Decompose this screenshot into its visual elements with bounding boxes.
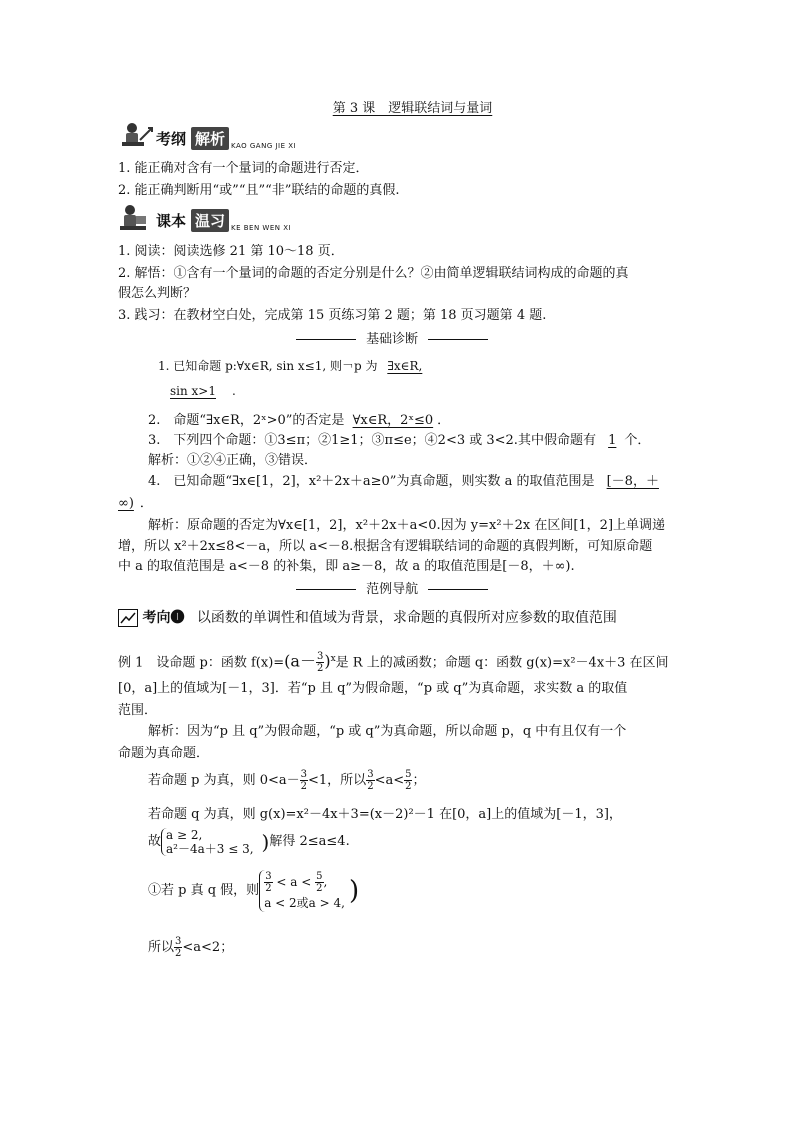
answer-2: ∀x∈R，2ˣ≤0 bbox=[352, 413, 434, 428]
question-4-jiexi-1: 解析：原命题的否定为∀x∈[1，2]，x²＋2x＋a<0.因为 y=x²＋2x 在区间[1，2]上单调递 bbox=[148, 518, 666, 533]
answer-4b: ∞) bbox=[118, 496, 134, 511]
example-1-line2: [0，a]上的值域为[－1，3]．若“p 且 q”为假命题，“p 或 q”为真命题，求实数 a 的取值 bbox=[118, 681, 628, 696]
answer-1a: ∃x∈R, bbox=[387, 359, 423, 373]
kaogang-item-2: 2. 能正确判断用“或”“且”“非”联结的命题的真假. bbox=[118, 183, 400, 198]
question-4-cont: ∞) ． bbox=[118, 496, 153, 511]
kaogang-header bbox=[118, 120, 318, 154]
question-4-jiexi-3: 中 a 的取值范围是 a<－8 的补集，即 a≥－8，故 a 的取值范围是[－8，＋∞). bbox=[118, 559, 575, 574]
conclusion-line: 所以 $\frac{3}{2}$ <a<2； bbox=[148, 936, 234, 959]
jichu-divider bbox=[290, 328, 494, 347]
student-reading-icon bbox=[118, 202, 154, 236]
kaogang-item-1: 1. 能正确对含有一个量词的命题进行否定． bbox=[118, 161, 369, 176]
kaoxiang-text: 以函数的单调性和值域为背景，求命题的真假所对应参数的取值范围 bbox=[196, 610, 617, 626]
kaogang-label-box: 解析 bbox=[191, 127, 229, 150]
keben-label-plain: 课本 bbox=[156, 212, 187, 230]
keben-pinyin: KE BEN WEN XI bbox=[231, 224, 292, 232]
trend-arrow-icon bbox=[118, 609, 138, 627]
example-1-jiexi-1: 解析：因为“p 且 q”为假命题，“p 或 q”为真命题，所以命题 p，q 中有且仅有一个 bbox=[148, 724, 627, 739]
case-1-system: ①若 p 真 q 假，则 $\frac{3}{2}$ < a < $\frac{5}{2}$ , a < 2或a > 4, ) bbox=[148, 871, 360, 910]
kaoxiang-label: 考向❶ bbox=[142, 610, 185, 626]
keben-item-1: 1. 阅读：阅读选修 21 第 10～18 页． bbox=[118, 244, 344, 259]
question-3: 3. 下列四个命题：①3≤π；②1≥1；③π≤e；④2<3 或 3<2.其中假命题有 1 个． bbox=[148, 433, 651, 448]
fanli-divider bbox=[290, 578, 494, 597]
answer-3: 1 bbox=[608, 433, 617, 448]
keben-item-3: 3. 践习：在教材空白处，完成第 15 页练习第 2 题；第 18 页习题第 4 题. bbox=[118, 308, 547, 323]
keben-header bbox=[118, 202, 318, 236]
question-4: 4. 已知命题“∃x∈[1，2]，x²＋2x＋a≥0”为真命题，则实数 a 的取值范围是 [－8，＋ bbox=[148, 474, 659, 489]
kaogang-label-plain: 考纲 bbox=[156, 130, 187, 148]
question-2: 2. 命题“∃x∈R，2ˣ>0”的否定是 ∀x∈R，2ˣ≤0 ． bbox=[148, 413, 451, 428]
answer-4a: [－8，＋ bbox=[606, 474, 659, 489]
question-1: 1. 已知命题 p:∀x∈R, sin x≤1, 则￢p 为 ∃x∈R, bbox=[158, 357, 428, 375]
example-1-line1: 例 1 设命题 p：函数 f(x)=(a－ $\frac{3}{2}$ )$^x$是 R 上的减函数；命题 q：函数 g(x)=x²－4x＋3 在区间 bbox=[118, 651, 669, 675]
answer-1b: sin x>1 bbox=[170, 384, 216, 398]
keben-item-2-cont: 假怎么判断？ bbox=[118, 286, 197, 301]
keben-item-2: 2. 解悟：①含有一个量词的命题的否定分别是什么？②由简单逻辑联结词构成的命题的真 bbox=[118, 266, 629, 281]
question-4-jiexi-2: 增，所以 x²＋2x≤8<－a，所以 a<－8.根据含有逻辑联结词的命题的真假判断，可知原命题 bbox=[118, 539, 653, 554]
p-true-line: 若命题 p 为真，则 0<a－ $\frac{3}{2}$ <1，所以 $\frac{3}{2}$ <a< $\frac{5}{2}$ ； bbox=[148, 769, 426, 792]
page-title: 第 3 课 逻辑联结词与量词 bbox=[332, 101, 493, 116]
kaoxiang-line bbox=[118, 609, 617, 627]
question-3-jiexi: 解析：①②④正确，③错误． bbox=[148, 453, 318, 468]
fanli-heading: 范例导航 bbox=[366, 582, 419, 597]
example-1-jiexi-2: 命题为真命题． bbox=[118, 746, 210, 761]
example-1-line3: 范围． bbox=[118, 703, 158, 718]
jichu-heading: 基础诊断 bbox=[366, 332, 419, 347]
gu-system: 故 a ≥ 2, a²－4a＋3 ≤ 3, )解得 2≤a≤4. bbox=[148, 828, 350, 856]
q-true-line: 若命题 q 为真，则 g(x)=x²－4x＋3=(x－2)²－1 在[0，a]上的值域为[－1，3]， bbox=[148, 807, 622, 822]
kaogang-pinyin: KAO GANG JIE XI bbox=[231, 142, 297, 150]
keben-label-box: 温习 bbox=[191, 209, 229, 232]
student-reading-icon bbox=[118, 120, 154, 154]
question-1-cont: sin x>1 . bbox=[170, 384, 236, 398]
